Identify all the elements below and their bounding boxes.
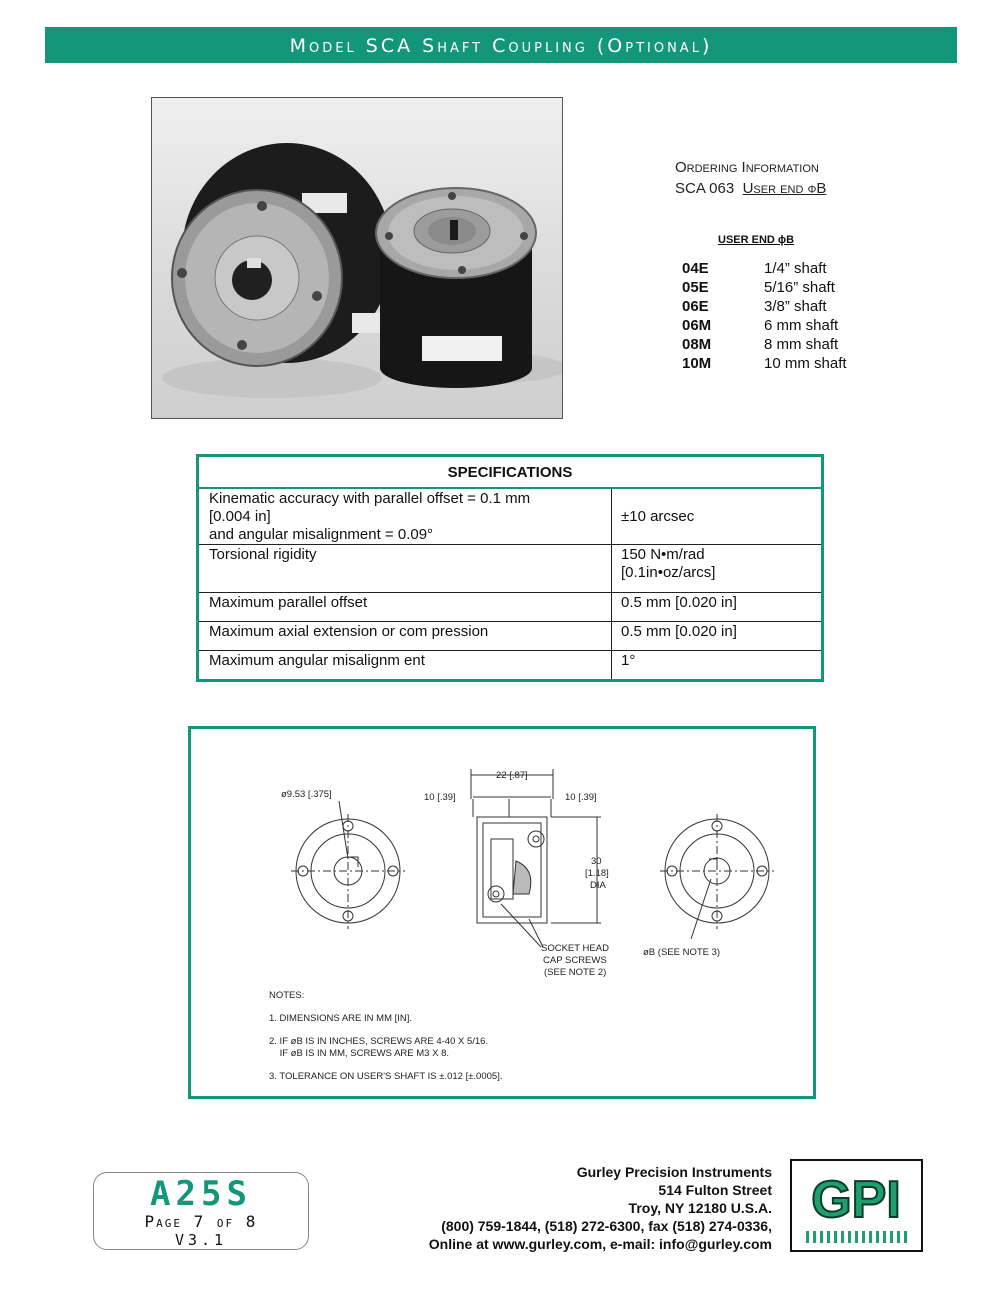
notes-title: NOTES:: [269, 990, 305, 1001]
spec-param: Maximum angular misalignm ent: [199, 651, 612, 679]
callout-screws-line2: CAP SCREWS: [543, 955, 607, 966]
spec-param-line: [0.004 in]: [209, 508, 271, 525]
spec-row: [199, 488, 821, 545]
option-desc: 1/4” shaft: [764, 260, 827, 277]
user-end-row: [682, 259, 847, 278]
spec-row: [199, 545, 821, 593]
callout-screws-line3: (SEE NOTE 2): [544, 967, 607, 978]
page-indicator: Page 7 of 8: [144, 1212, 258, 1231]
company-city: Troy, NY 12180 U.S.A.: [628, 1200, 772, 1216]
option-desc: 10 mm shaft: [764, 355, 847, 372]
right-end-view: [660, 814, 774, 939]
ordering-heading: Ordering Information: [675, 159, 819, 176]
company-phone: (800) 759-1844, (518) 272-6300, fax (518) 274-0336,: [441, 1218, 772, 1234]
user-end-table: [682, 259, 847, 373]
option-code: 06E: [682, 298, 709, 315]
gpi-logo: [790, 1159, 923, 1252]
company-address: [429, 1163, 772, 1253]
spec-value-line: [0.1in•oz/arcs]: [621, 564, 716, 581]
spec-value: 0.5 mm [0.020 in]: [612, 593, 822, 622]
note-3: 3. TOLERANCE ON USER'S SHAFT IS ±.012 [±.0005].: [269, 1071, 503, 1082]
note-2-line1: 2. IF øB IS IN INCHES, SCREWS ARE 4-40 X 5/16.: [269, 1036, 489, 1047]
dim-overall-label: 22 [.87]: [496, 770, 528, 781]
user-end-heading: USER END ϕB: [718, 234, 795, 246]
spec-value: ±10 arcsec: [612, 488, 822, 545]
user-end-row: [682, 316, 847, 335]
specifications-table: [196, 454, 824, 682]
product-photo: [151, 97, 563, 419]
spec-param: Torsional rigidity: [199, 545, 612, 593]
note-1: 1. DIMENSIONS ARE IN MM [IN].: [269, 1013, 413, 1024]
ordering-code-suffix: User end ϕB: [742, 180, 827, 197]
dim-dia-line2: [1.18]: [585, 868, 609, 879]
ordering-code-prefix: SCA 063: [675, 180, 735, 197]
spec-value-line: 150 N•m/rad: [621, 546, 705, 563]
spec-value: 0.5 mm [0.020 in]: [612, 622, 822, 651]
logo-text: GPI: [811, 1171, 901, 1229]
option-desc: 6 mm shaft: [764, 317, 839, 334]
spec-param: [199, 488, 612, 545]
model-badge: [93, 1172, 309, 1250]
callout-screws-line1: SOCKET HEAD: [541, 943, 609, 954]
spec-param-line: Kinematic accuracy with parallel offset = 0.1 mm: [209, 490, 531, 507]
dim-left-label: 10 [.39]: [424, 792, 456, 803]
spec-param: Maximum axial extension or com pression: [199, 622, 612, 651]
model-number: A25S: [150, 1174, 252, 1214]
option-code: 06M: [682, 317, 712, 334]
spec-param: Maximum parallel offset: [199, 593, 612, 622]
dim-right-label: 10 [.39]: [565, 792, 597, 803]
spec-param-line: and angular misalignment = 0.09°: [209, 526, 434, 543]
option-code: 10M: [682, 355, 712, 372]
spec-value: [612, 545, 822, 593]
left-end-view: [291, 801, 405, 929]
user-end-row: [682, 354, 847, 373]
ordering-code: [675, 178, 826, 199]
ordering-information: [675, 157, 826, 199]
company-online: Online at www.gurley.com, e-mail: info@gurley.com: [428, 1236, 772, 1252]
option-code: 05E: [682, 279, 709, 296]
drawing-notes: [269, 990, 502, 1094]
spec-row: [199, 622, 821, 651]
spec-row: [199, 593, 821, 622]
option-desc: 5/16” shaft: [764, 279, 835, 296]
dim-dia-line1: 30: [591, 856, 602, 867]
user-end-row: [682, 297, 847, 316]
option-desc: 8 mm shaft: [764, 336, 839, 353]
note-2-line2: IF øB IS IN MM, SCREWS ARE M3 X 8.: [279, 1048, 450, 1059]
spec-row: [199, 651, 821, 679]
user-end-row: [682, 278, 847, 297]
company-street: 514 Fulton Street: [658, 1182, 772, 1198]
user-end-row: [682, 335, 847, 354]
page-title: Model SCA Shaft Coupling (Optional): [289, 35, 713, 57]
page-title-banner: [45, 27, 957, 63]
option-desc: 3/8” shaft: [764, 298, 827, 315]
dim-dia-line3: DIA: [590, 880, 606, 891]
dim-bore-label: ø9.53 [.375]: [281, 789, 332, 800]
option-code: 04E: [682, 260, 709, 277]
specifications-title: SPECIFICATIONS: [199, 457, 821, 488]
version-label: V3.1: [174, 1231, 228, 1249]
company-name: Gurley Precision Instruments: [576, 1164, 772, 1180]
option-code: 08M: [682, 336, 712, 353]
callout-b: øB (SEE NOTE 3): [643, 947, 721, 958]
dimension-drawing: [188, 726, 816, 1099]
spec-value: 1°: [612, 651, 822, 679]
note-2: [269, 1036, 502, 1060]
